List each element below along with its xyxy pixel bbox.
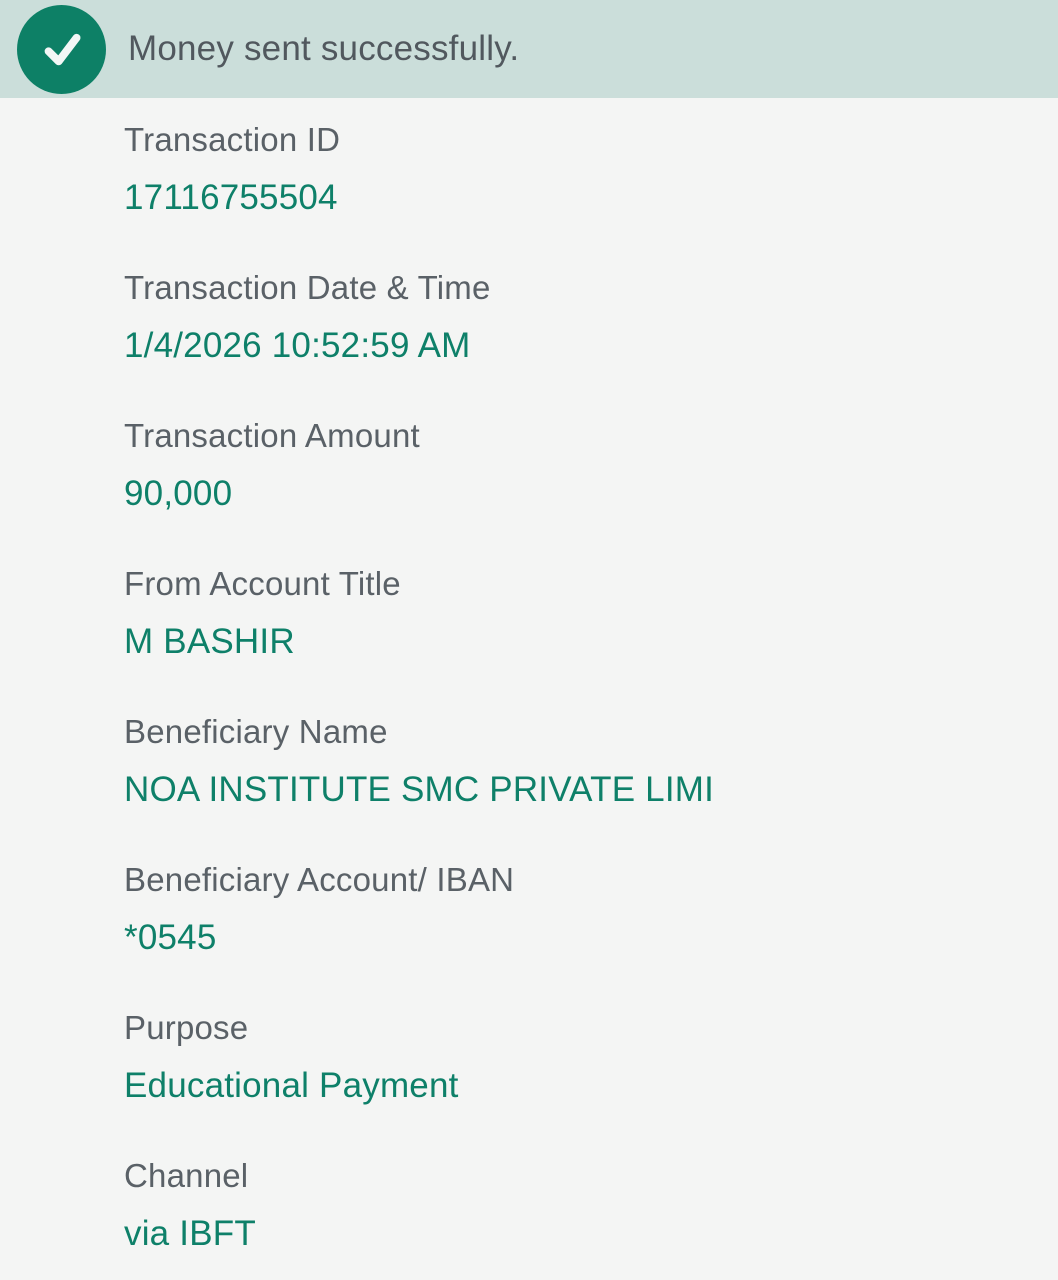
field-label: Transaction Date & Time: [124, 269, 491, 306]
field-channel: [124, 1155, 1018, 1256]
field-transaction-amount: [124, 415, 1018, 516]
field-label: Transaction ID: [124, 121, 341, 158]
field-value: NOA INSTITUTE SMC PRIVATE LIMI: [124, 770, 715, 809]
field-value: Educational Payment: [124, 1066, 459, 1105]
field-value: 17116755504: [124, 178, 338, 217]
field-transaction-datetime: [124, 267, 1018, 368]
field-value: via IBFT: [124, 1214, 256, 1253]
field-label: Beneficiary Name: [124, 713, 388, 750]
field-label: Beneficiary Account/ IBAN: [124, 861, 515, 898]
transaction-details: [0, 98, 1058, 1256]
field-value: *0545: [124, 918, 217, 957]
field-value: 90,000: [124, 474, 233, 513]
field-value: M BASHIR: [124, 622, 295, 661]
field-label: Transaction Amount: [124, 417, 420, 454]
field-value: 1/4/2026 10:52:59 AM: [124, 326, 471, 365]
field-from-account-title: [124, 563, 1018, 664]
success-message: Money sent successfully.: [128, 29, 520, 68]
field-beneficiary-name: [124, 711, 1018, 812]
field-label: From Account Title: [124, 565, 401, 602]
success-banner: [0, 0, 1058, 98]
field-beneficiary-account-iban: [124, 859, 1018, 960]
field-purpose: [124, 1007, 1018, 1108]
check-circle-icon: [17, 5, 106, 94]
field-label: Purpose: [124, 1009, 249, 1046]
field-transaction-id: [124, 119, 1018, 220]
field-label: Channel: [124, 1157, 249, 1194]
